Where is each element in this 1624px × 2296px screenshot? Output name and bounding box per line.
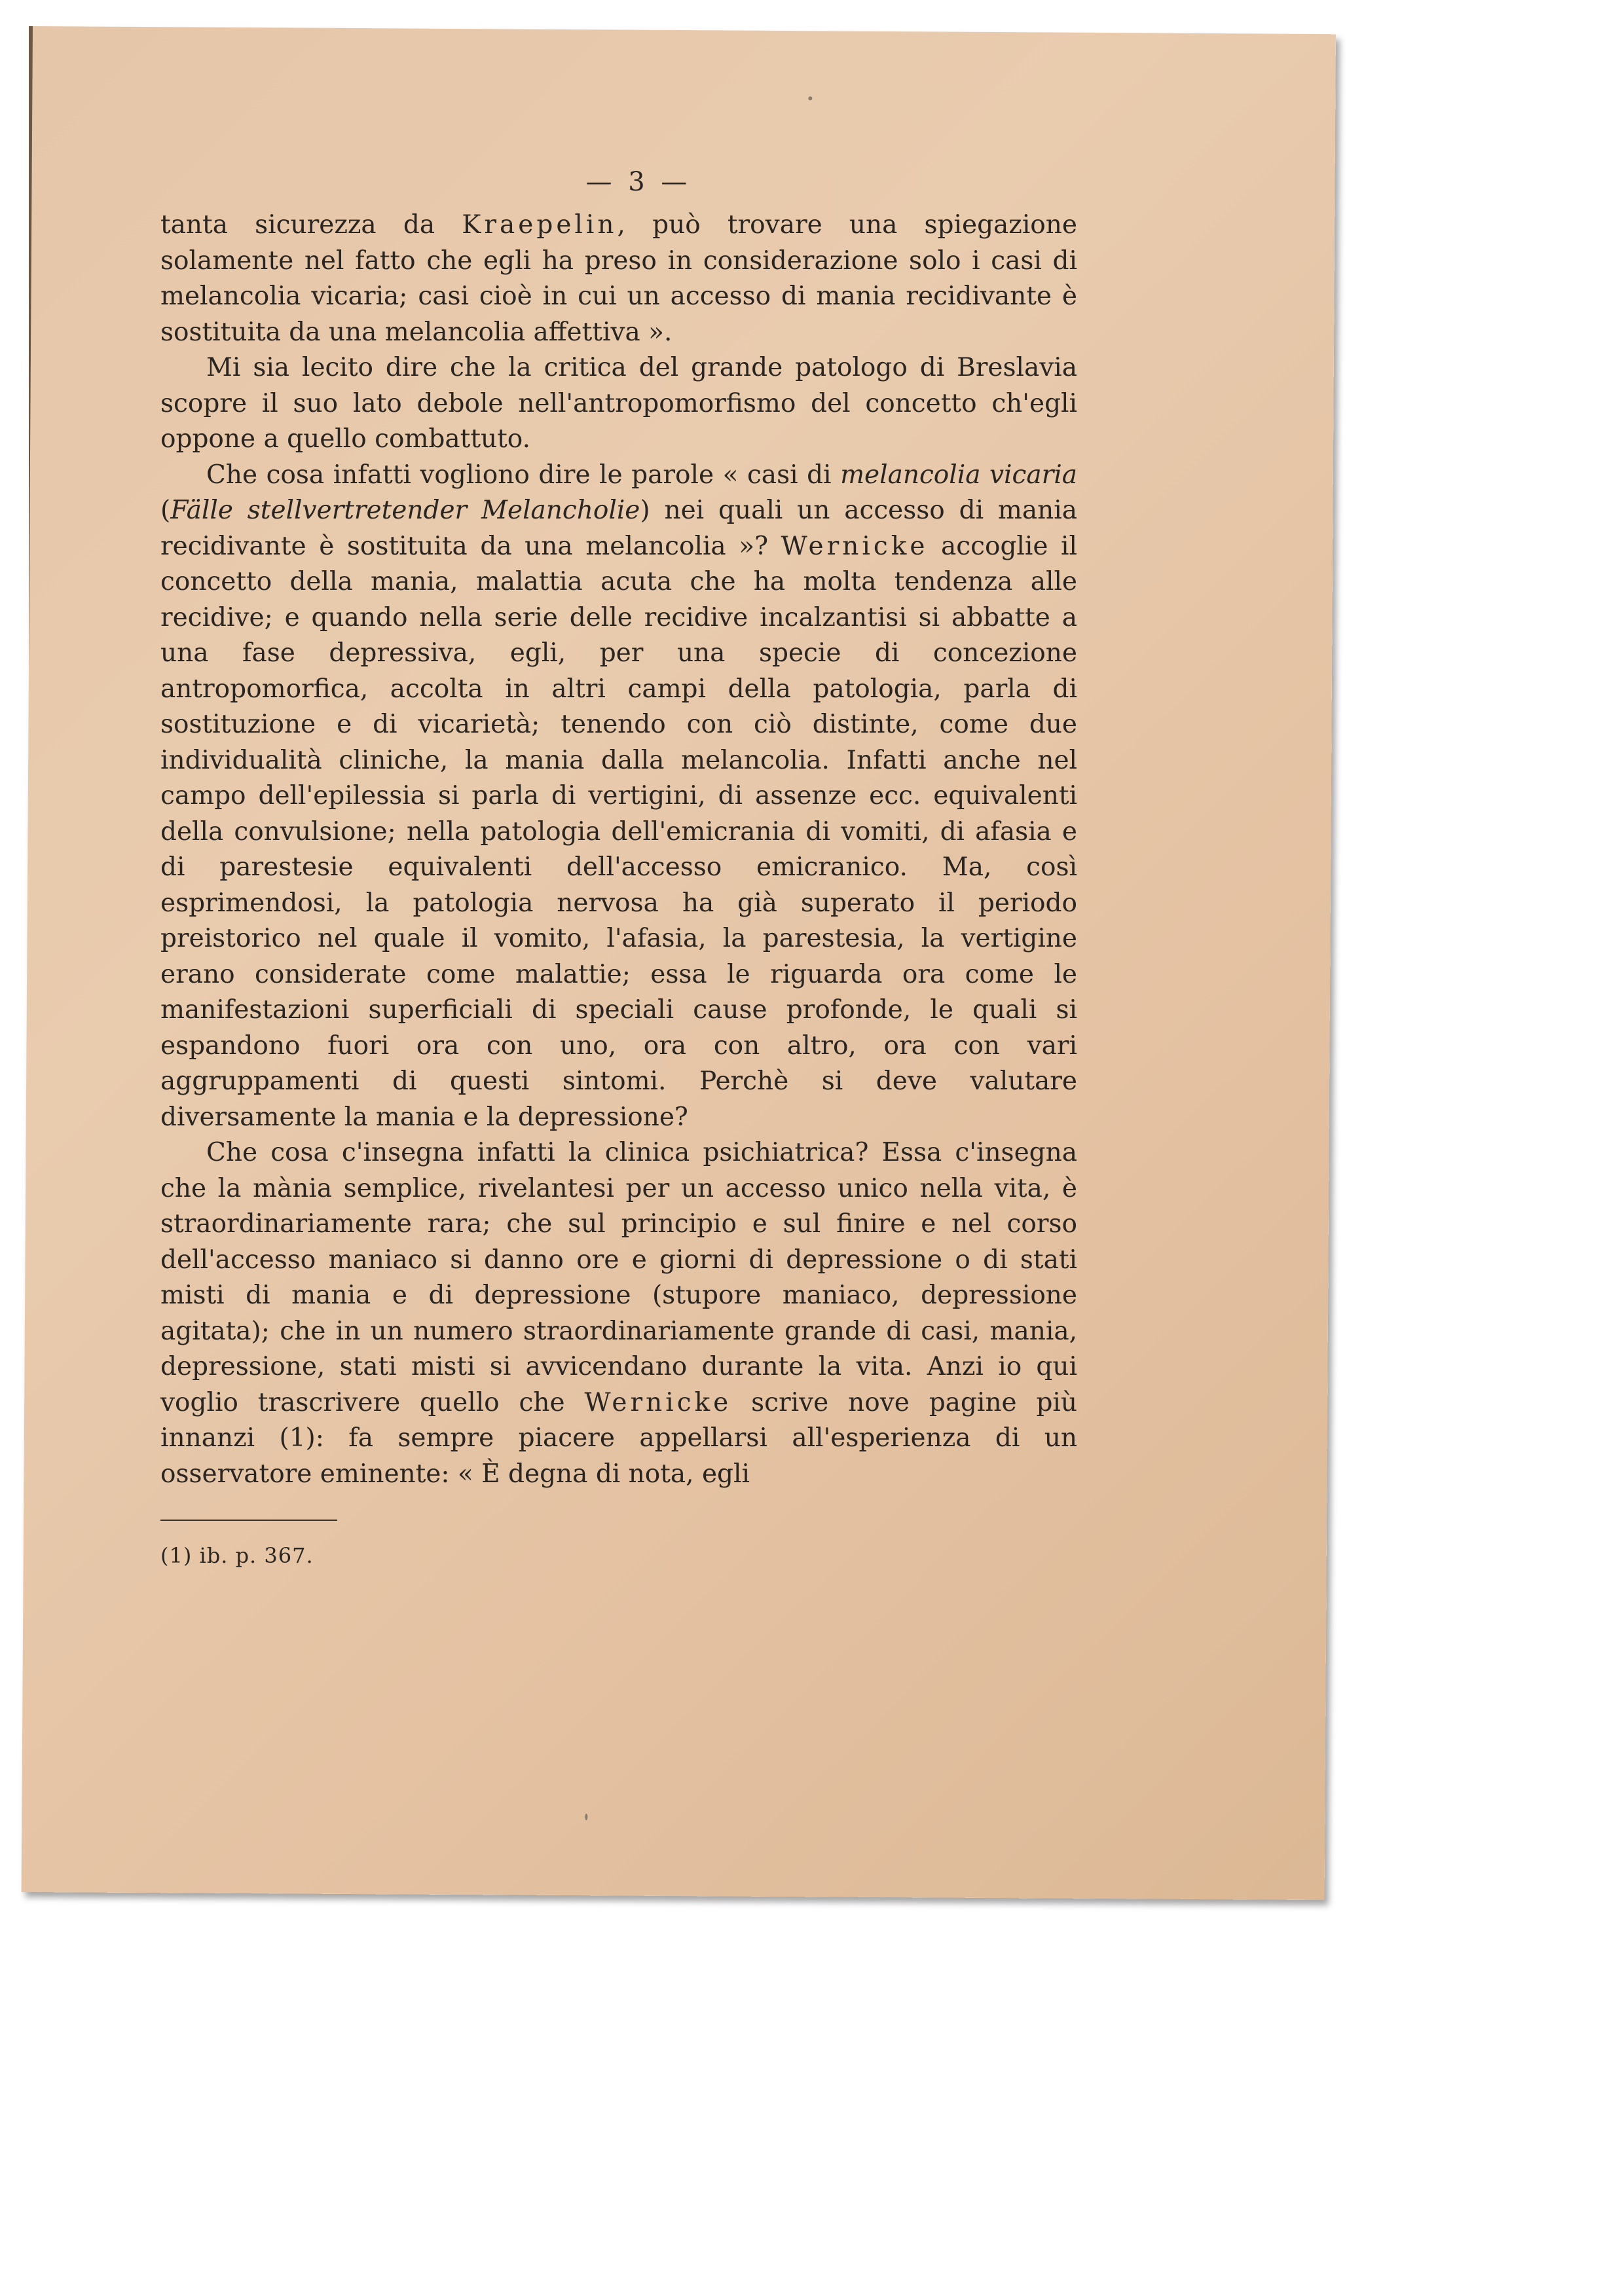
text-run: accoglie il concetto della mania, malattia acuta che ha molta tendenza alle recidive; e quando nella serie delle recidive incalzantisi si abbatte a una fase depressiva, egli, per una specie di concezione antropomorfica, accolta in altri campi della patologia, parla di sostituzione e di vicarietà; tenendo con ciò distinte, come due individualità cliniche, la mania dalla melancolia. Infatti anche nel campo dell'epilessia si parla di vertigini, di assenze ecc. equivalenti della convulsione; nella patologia dell'emicrania di vomiti, di afasia e di parestesie equivalenti dell'accesso emicranico. Ma, così esprimendosi, la patologia nervosa ha già superato il periodo preistorico nel quale il vomito, l'afasia, la parestesia, la vertigine erano considerate come malattie; essa le riguarda ora come le manifestazioni superficiali di speciali cause profonde, le quali si espandono fuori ora con uno, ora con altro, ora con vari aggruppamenti di questi sintomi. Perchè si deve valutare diversamente la mania e la depressione? xyxy=(160,531,1077,1132)
text-run: Mi sia lecito dire che la critica del grande patologo di Breslavia scopre il suo lato debole nell'antropomorfismo del concetto ch'egli oppone a quello combattuto. xyxy=(160,353,1077,454)
paragraph-p4 xyxy=(160,1135,1077,1492)
text-run: Che cosa infatti vogliono dire le parole « casi di xyxy=(206,460,841,490)
page-number: — 3 — xyxy=(585,167,692,197)
author-name: Kraepelin xyxy=(462,210,618,240)
paragraph-p2 xyxy=(160,350,1077,458)
text-run: tanta sicurezza da xyxy=(160,210,462,240)
footnote: (1) ib. p. 367. xyxy=(160,1543,314,1568)
italic-term: Fälle stellvertretender Melancholie xyxy=(170,496,640,525)
text-run: ( xyxy=(160,496,171,525)
paper-speck xyxy=(808,96,812,100)
text-run: Che cosa c'insegna infatti la clinica psichiatrica? Essa c'insegna che la mània semplice, rivelantesi per un accesso unico nella vita, è straordinariamente rara; che sul principio e sul finire e nel corso dell'accesso maniaco si danno ore e giorni di depressione o di stati misti di mania e di depressione (stupore maniaco, depressione agitata); che in un numero straordinariamente grande di casi, mania, depressione, stati misti si avvicendano durante la vita. Anzi io qui voglio trascrivere quello che xyxy=(160,1138,1077,1417)
page-content xyxy=(160,167,1077,1568)
footnote-rule xyxy=(160,1520,337,1521)
text-run: ) nei quali un accesso di mania recidivante è sostituita da una melancolia »? xyxy=(160,496,1078,561)
paper-speck xyxy=(585,1813,587,1820)
text-run: , può trovare una spiegazione solamente nel fatto che egli ha preso in considerazione solo i casi di melancolia vicaria; casi cioè in cui un accesso di mania recidivante è sostituita da una melancolia affettiva ». xyxy=(160,210,1077,347)
author-name: Wernicke xyxy=(781,531,929,561)
body-text xyxy=(160,208,1077,1492)
text-run: scrive nove pagine più innanzi (1): fa sempre piacere appellarsi all'esperienza di un osservatore eminente: « È degna di nota, egli xyxy=(160,1387,1078,1489)
italic-term: melancolia vicaria xyxy=(840,460,1077,490)
paragraph-p1 xyxy=(160,208,1077,350)
author-name: Wernicke xyxy=(584,1387,732,1417)
paragraph-p3 xyxy=(160,458,1077,1136)
